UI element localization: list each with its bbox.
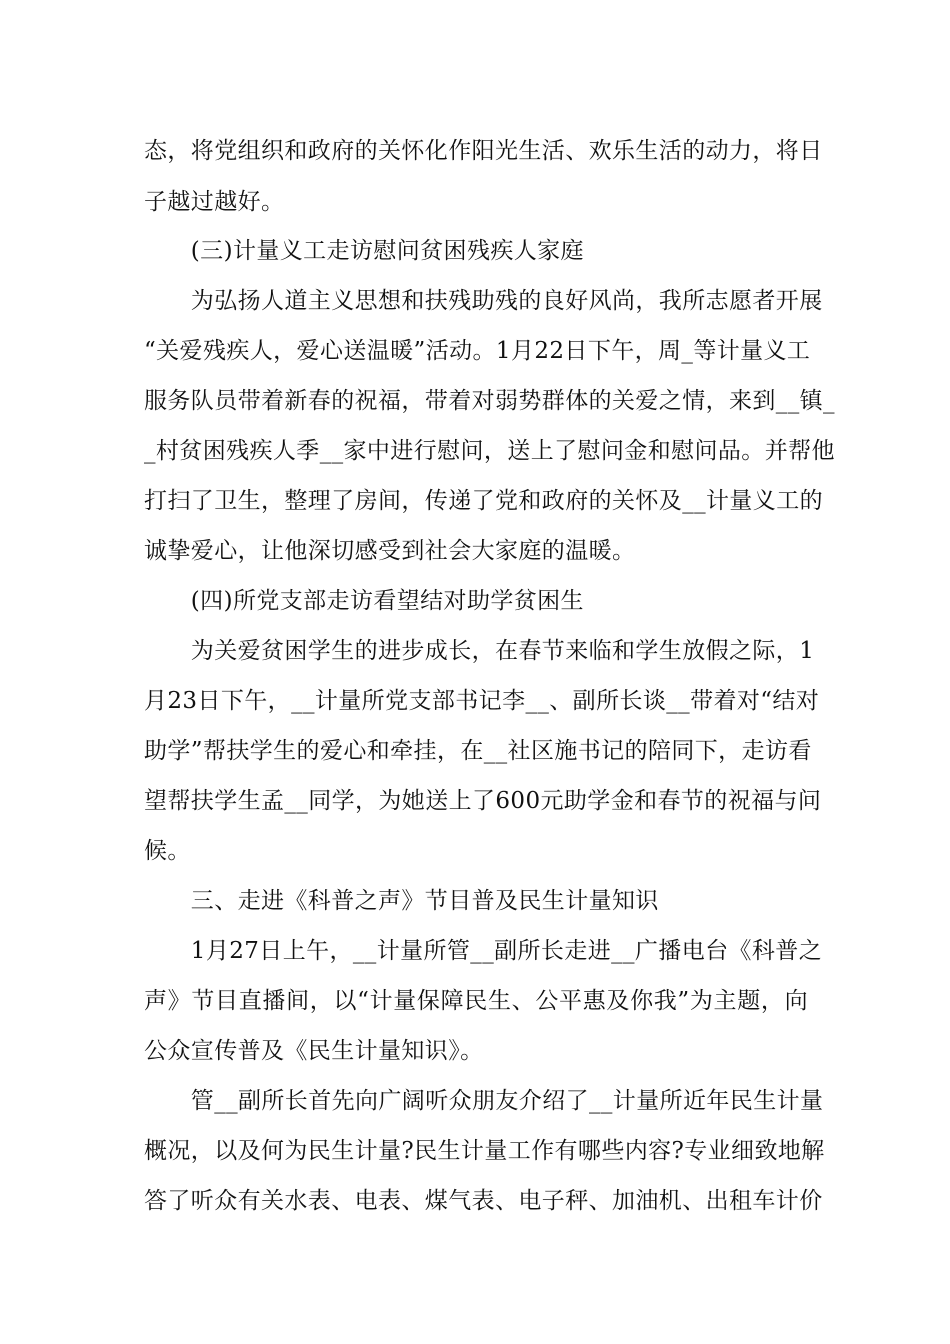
text-line-21: 概况，以及何为民生计量?民生计量工作有哪些内容?专业细致地解 <box>144 1138 825 1164</box>
text-line-8: 打扫了卫生，整理了房间，传递了党和政府的关怀及__计量义工的 <box>144 488 823 514</box>
section-heading-4: (四)所党支部走访看望结对助学贫困生 <box>144 588 584 614</box>
text-line-9: 诚挚爱心，让他深切感受到社会大家庭的温暖。 <box>144 538 636 564</box>
text-line-17: 1月27日上午，__计量所管__副所长走进__广播电台《科普之 <box>144 938 823 964</box>
text-line-1: 态，将党组织和政府的关怀化作阳光生活、欢乐生活的动力，将日 <box>144 138 823 164</box>
text-line-18: 声》节目直播间，以“计量保障民生、公平惠及你我”为主题，向 <box>144 988 808 1014</box>
text-line-4: 为弘扬人道主义思想和扶残助残的良好风尚，我所志愿者开展 <box>144 288 823 314</box>
text-line-12: 月23日下午，__计量所党支部书记李__、副所长谈__带着对“结对 <box>144 688 820 714</box>
text-line-14: 望帮扶学生孟__同学，为她送上了600元助学金和春节的祝福与问 <box>144 788 822 814</box>
text-line-13: 助学”帮扶学生的爱心和牵挂，在__社区施书记的陪同下，走访看 <box>144 738 812 764</box>
section-heading-three: 三、走进《科普之声》节目普及民生计量知识 <box>144 888 659 914</box>
text-line-6: 服务队员带着新春的祝福，带着对弱势群体的关爱之情，来到__镇_ <box>144 388 835 414</box>
text-line-22: 答了听众有关水表、电表、煤气表、电子秤、加油机、出租车计价 <box>144 1188 823 1214</box>
text-line-19: 公众宣传普及《民生计量知识》。 <box>144 1038 484 1064</box>
text-line-2: 子越过越好。 <box>144 189 285 215</box>
text-line-5: “关爱残疾人，爱心送温暖”活动。1月22日下午，周_等计量义工 <box>144 338 811 364</box>
section-heading-3: (三)计量义工走访慰问贫困残疾人家庭 <box>144 238 584 264</box>
text-line-11: 为关爱贫困学生的进步成长，在春节来临和学生放假之际，1 <box>144 638 815 664</box>
text-line-15: 候。 <box>144 838 191 864</box>
text-line-7: _村贫困残疾人季__家中进行慰问，送上了慰问金和慰问品。并帮他 <box>144 438 835 464</box>
text-line-20: 管__副所长首先向广阔听众朋友介绍了__计量所近年民生计量 <box>144 1088 824 1114</box>
